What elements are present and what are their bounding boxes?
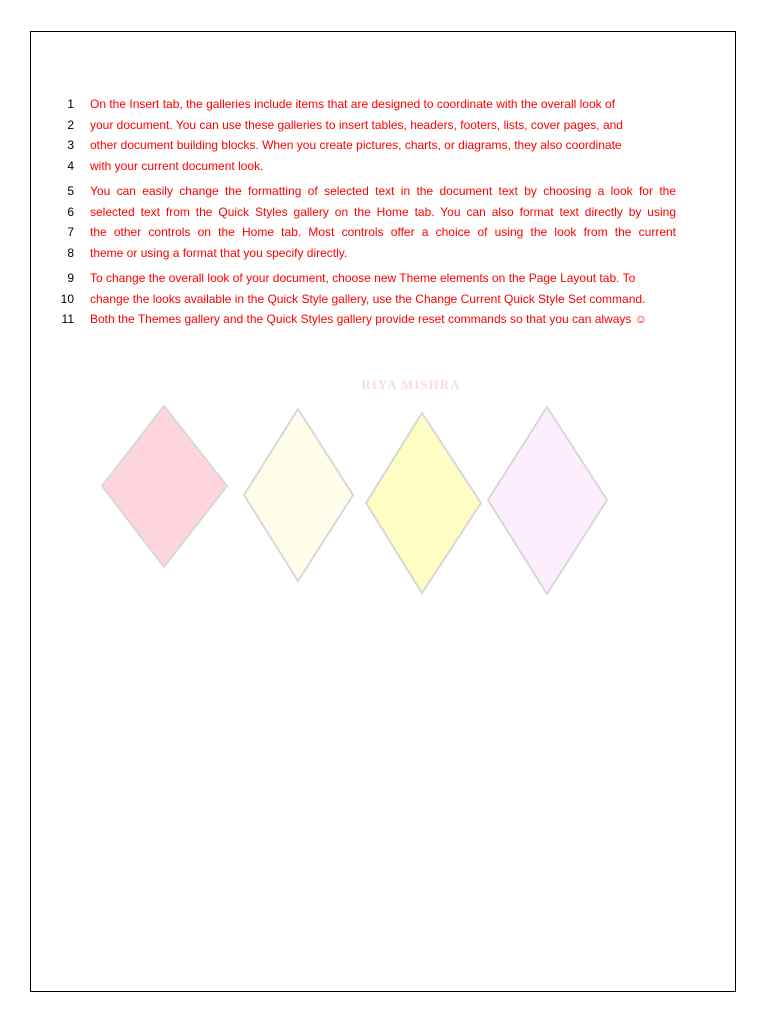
diamond-shapes bbox=[31, 397, 737, 637]
document-page bbox=[30, 31, 736, 992]
paragraph-3 bbox=[31, 268, 737, 330]
line-number: 1 bbox=[67, 97, 74, 111]
line-text: selected text from the Quick Styles gallery on the Home tab. You can also format text directly by using bbox=[90, 204, 676, 219]
diamond-cream bbox=[244, 409, 353, 581]
diamond-yellow bbox=[366, 413, 481, 593]
line-text: the other controls on the Home tab. Most controls offer a choice of using the look from the current bbox=[90, 225, 676, 239]
text-line bbox=[31, 309, 737, 330]
text-line bbox=[31, 156, 737, 177]
line-number: 2 bbox=[67, 117, 74, 132]
text-line bbox=[31, 268, 737, 289]
text-line bbox=[31, 181, 737, 202]
watermark-text: RIYA MISHRA bbox=[361, 377, 461, 392]
text-line bbox=[31, 222, 737, 243]
line-number: 11 bbox=[61, 312, 74, 326]
line-text: Both the Themes gallery and the Quick Styles gallery provide reset commands so that you can always ☺ bbox=[90, 312, 647, 326]
line-number: 6 bbox=[67, 204, 74, 219]
line-number: 3 bbox=[67, 138, 74, 152]
line-text: other document building blocks. When you create pictures, charts, or diagrams, they also coordinate bbox=[90, 138, 622, 152]
line-number: 5 bbox=[67, 184, 74, 198]
line-text: with your current document look. bbox=[90, 158, 264, 173]
diamond-lavender bbox=[488, 407, 607, 594]
text-line bbox=[31, 94, 737, 115]
line-text: theme or using a format that you specify directly. bbox=[90, 245, 348, 260]
line-number: 10 bbox=[60, 291, 74, 306]
line-text: On the Insert tab, the galleries include items that are designed to coordinate with the overall look of bbox=[90, 97, 615, 111]
text-line bbox=[31, 243, 737, 264]
line-text: You can easily change the formatting of selected text in the document text by choosing a look for the bbox=[90, 184, 676, 198]
line-text: To change the overall look of your document, choose new Theme elements on the Page Layout tab. To bbox=[90, 271, 636, 285]
text-line bbox=[31, 135, 737, 156]
text-line bbox=[31, 289, 737, 310]
line-text: change the looks available in the Quick Style gallery, use the Change Current Quick Style Set command. bbox=[90, 291, 646, 306]
diamond-pink bbox=[102, 406, 227, 567]
line-number: 9 bbox=[67, 271, 74, 285]
line-number: 8 bbox=[67, 245, 74, 260]
line-text: your document. You can use these galleries to insert tables, headers, footers, lists, cover pages, and bbox=[90, 117, 623, 132]
paragraph-2 bbox=[31, 181, 737, 263]
line-number: 7 bbox=[67, 225, 74, 239]
line-number: 4 bbox=[67, 158, 74, 173]
body-text bbox=[31, 94, 737, 335]
text-line bbox=[31, 202, 737, 223]
text-line bbox=[31, 115, 737, 136]
paragraph-1 bbox=[31, 94, 737, 176]
